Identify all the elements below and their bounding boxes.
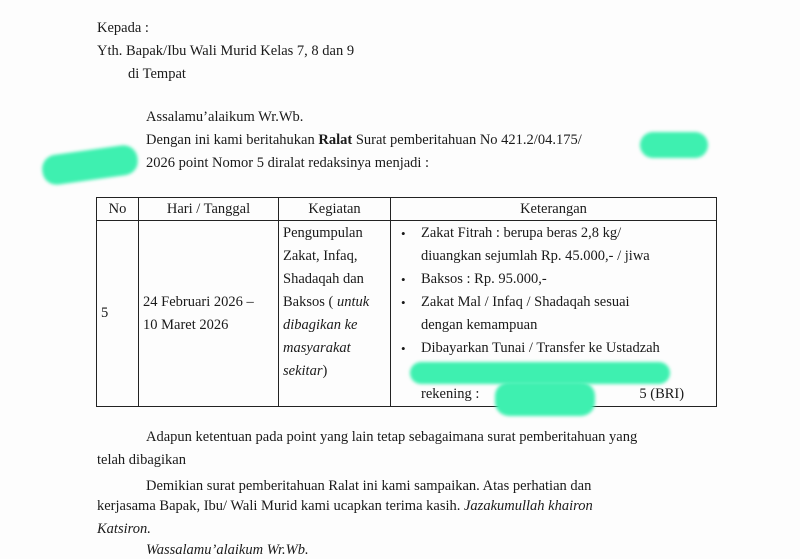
opening-text: Dengan ini kami beritahukan [146, 132, 319, 148]
list-item [421, 291, 712, 337]
activity-line: Pengumpulan [283, 225, 363, 241]
cell-no: 5 [97, 221, 139, 407]
closing-greeting: Wassalamu’alaikum Wr.Wb. [146, 542, 309, 558]
table-header-row [97, 198, 717, 221]
header-activity: Kegiatan [279, 198, 391, 221]
date-line-2: 10 Maret 2026 [143, 316, 229, 333]
paragraph-2-line-2 [97, 498, 593, 515]
paragraph-italic: Jazakumullah khairon [464, 498, 593, 514]
header-date: Hari / Tanggal [139, 198, 279, 221]
paragraph-2-line-1: Demikian surat pemberitahuan Ralat ini kami sampaikan. Atas perhatian dan [146, 478, 592, 494]
opening-line-2: 2026 point Nomor 5 diralat redaksinya menjadi : [146, 155, 430, 171]
date-line-1: 24 Februari 2026 – [143, 293, 254, 310]
desc-text: diuangkan sejumlah Rp. 45.000,- / jiwa [421, 248, 650, 264]
place-line: di Tempat [128, 66, 186, 82]
activity-italic: untuk [333, 294, 370, 310]
redaction-mark [410, 362, 670, 384]
redaction-mark [495, 382, 595, 416]
redaction-mark [40, 143, 139, 186]
letter-number: Surat pemberitahuan No 421.2/04.175/ [352, 132, 582, 148]
paragraph-1: Adapun ketentuan pada point yang lain tetap sebagaimana surat pemberitahuan yang [146, 429, 638, 445]
cell-activity [279, 221, 391, 407]
desc-text: • Zakat Mal / Infaq / Shadaqah sesuai [421, 294, 630, 310]
paragraph-1-cont: telah dibagikan [97, 452, 186, 468]
redaction-mark [640, 132, 708, 158]
list-item [421, 222, 712, 268]
activity-italic: sekitar [283, 363, 323, 379]
desc-text: • Zakat Fitrah : berupa beras 2,8 kg/ [421, 225, 622, 241]
activity-line: Zakat, Infaq, [283, 248, 358, 264]
cell-date [139, 221, 279, 407]
paragraph-2-line-3: Katsiron. [97, 521, 151, 537]
header-description: Keterangan [391, 198, 717, 221]
opening-line-1 [146, 132, 582, 149]
desc-text: dengan kemampuan [421, 317, 538, 333]
desc-text-a: rekening : [421, 386, 480, 402]
activity-italic-line: masyarakat [283, 340, 351, 356]
activity-line: Shadaqah dan [283, 271, 364, 287]
activity-italic-line: dibagikan ke [283, 317, 358, 333]
recipient-line: Yth. Bapak/Ibu Wali Murid Kelas 7, 8 dan 9 [97, 43, 355, 59]
activity-line [283, 291, 386, 314]
desc-text: • Dibayarkan Tunai / Transfer ke Ustadzah [421, 340, 660, 356]
greeting: Assalamu’alaikum Wr.Wb. [146, 109, 304, 125]
desc-text: • Baksos : Rp. 95.000,- [421, 271, 547, 287]
desc-text-b: 5 (BRI) [639, 386, 685, 402]
ralat-bold: Ralat [318, 132, 353, 148]
paragraph-text: kerjasama Bapak, Ibu/ Wali Murid kami ucapkan terima kasih. [97, 498, 464, 514]
activity-text: Baksos ( [283, 294, 334, 310]
activity-line [283, 360, 386, 383]
recipient-label: Kepada : [97, 20, 149, 36]
header-no: No [97, 198, 139, 221]
list-item [421, 268, 712, 291]
activity-close: ) [322, 363, 328, 379]
